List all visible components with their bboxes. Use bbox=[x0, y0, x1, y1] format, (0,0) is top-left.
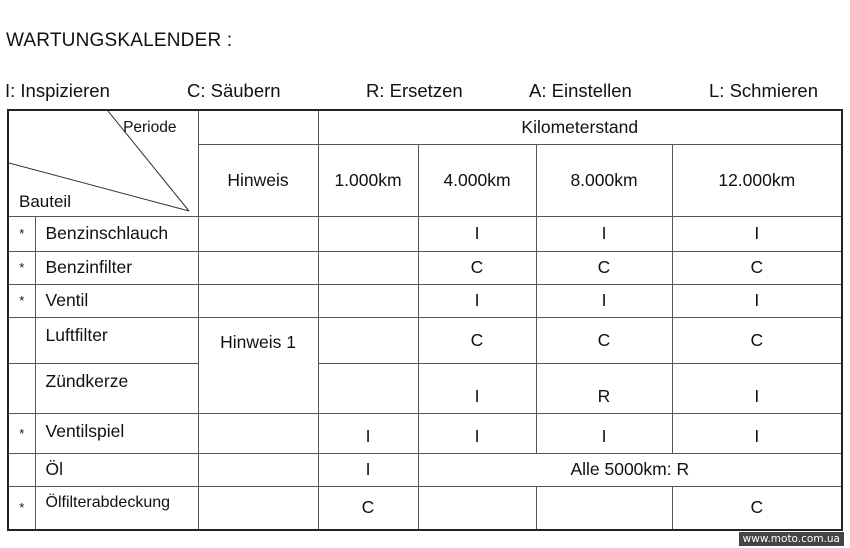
row-hinweis bbox=[198, 251, 318, 284]
row-cell bbox=[536, 486, 672, 530]
row-cell: I bbox=[536, 284, 672, 317]
row-hinweis bbox=[198, 413, 318, 453]
legend-lubricate: L: Schmieren bbox=[709, 80, 818, 101]
table-row bbox=[8, 317, 842, 363]
row-cell bbox=[318, 284, 418, 317]
corner-header-cell bbox=[8, 110, 198, 216]
row-cell bbox=[318, 251, 418, 284]
km-header: Kilometerstand bbox=[318, 110, 842, 144]
table-row bbox=[8, 216, 842, 251]
row-star: * bbox=[8, 251, 35, 284]
row-cell: I bbox=[418, 413, 536, 453]
row-star: * bbox=[8, 284, 35, 317]
hinweis-header-blank bbox=[198, 110, 318, 144]
table-row bbox=[8, 453, 842, 486]
legend-replace: R: Ersetzen bbox=[366, 80, 463, 101]
oil-interval-note: Alle 5000km: R bbox=[418, 453, 842, 486]
km-col-8000: 8.000km bbox=[536, 144, 672, 216]
row-cell bbox=[318, 363, 418, 413]
corner-bauteil-label: Bauteil bbox=[19, 191, 71, 211]
row-cell: C bbox=[536, 317, 672, 363]
row-star bbox=[8, 453, 35, 486]
row-hinweis bbox=[198, 284, 318, 317]
row-cell: R bbox=[536, 363, 672, 413]
row-cell: I bbox=[672, 216, 842, 251]
row-cell bbox=[418, 486, 536, 530]
row-cell bbox=[318, 216, 418, 251]
row-cell: C bbox=[672, 251, 842, 284]
table-row bbox=[8, 251, 842, 284]
watermark: www.moto.com.ua bbox=[739, 532, 844, 546]
row-cell: I bbox=[318, 453, 418, 486]
row-cell: C bbox=[672, 317, 842, 363]
row-cell: I bbox=[672, 363, 842, 413]
row-star: * bbox=[8, 486, 35, 530]
row-cell: I bbox=[672, 284, 842, 317]
legend-inspect: I: Inspizieren bbox=[5, 80, 110, 101]
km-col-1000: 1.000km bbox=[318, 144, 418, 216]
legend-adjust: A: Einstellen bbox=[529, 80, 632, 101]
table-row bbox=[8, 413, 842, 453]
row-cell: I bbox=[318, 413, 418, 453]
row-cell: I bbox=[672, 413, 842, 453]
row-cell: I bbox=[418, 363, 536, 413]
row-part: Ventil bbox=[35, 284, 198, 317]
row-star: * bbox=[8, 216, 35, 251]
row-part: Benzinschlauch bbox=[35, 216, 198, 251]
row-cell: I bbox=[536, 413, 672, 453]
row-cell: I bbox=[418, 216, 536, 251]
maintenance-table bbox=[7, 109, 843, 531]
row-part: Öl bbox=[35, 453, 198, 486]
row-star bbox=[8, 317, 35, 363]
corner-periode-label: Periode bbox=[123, 119, 177, 136]
km-col-12000: 12.000km bbox=[672, 144, 842, 216]
hinweis-header: Hinweis bbox=[198, 144, 318, 216]
row-part: Zündkerze bbox=[35, 363, 198, 413]
row-star: * bbox=[8, 413, 35, 453]
km-col-4000: 4.000km bbox=[418, 144, 536, 216]
row-hinweis bbox=[198, 486, 318, 530]
row-cell: C bbox=[318, 486, 418, 530]
row-part: Benzinfilter bbox=[35, 251, 198, 284]
table-row bbox=[8, 486, 842, 530]
table-row bbox=[8, 284, 842, 317]
row-part: Luftfilter bbox=[35, 317, 198, 363]
row-cell: C bbox=[418, 317, 536, 363]
row-cell: C bbox=[536, 251, 672, 284]
table-row bbox=[8, 363, 842, 413]
row-cell: C bbox=[672, 486, 842, 530]
row-part: Ölfilterabdeckung bbox=[35, 486, 198, 530]
legend-clean: C: Säubern bbox=[187, 80, 281, 101]
row-cell bbox=[318, 317, 418, 363]
page-title: WARTUNGSKALENDER : bbox=[6, 30, 233, 51]
row-cell: I bbox=[418, 284, 536, 317]
row-hinweis bbox=[198, 453, 318, 486]
row-cell: C bbox=[418, 251, 536, 284]
row-hinweis bbox=[198, 216, 318, 251]
row-hinweis: Hinweis 1 bbox=[198, 317, 318, 413]
row-cell: I bbox=[536, 216, 672, 251]
row-part: Ventilspiel bbox=[35, 413, 198, 453]
row-star bbox=[8, 363, 35, 413]
